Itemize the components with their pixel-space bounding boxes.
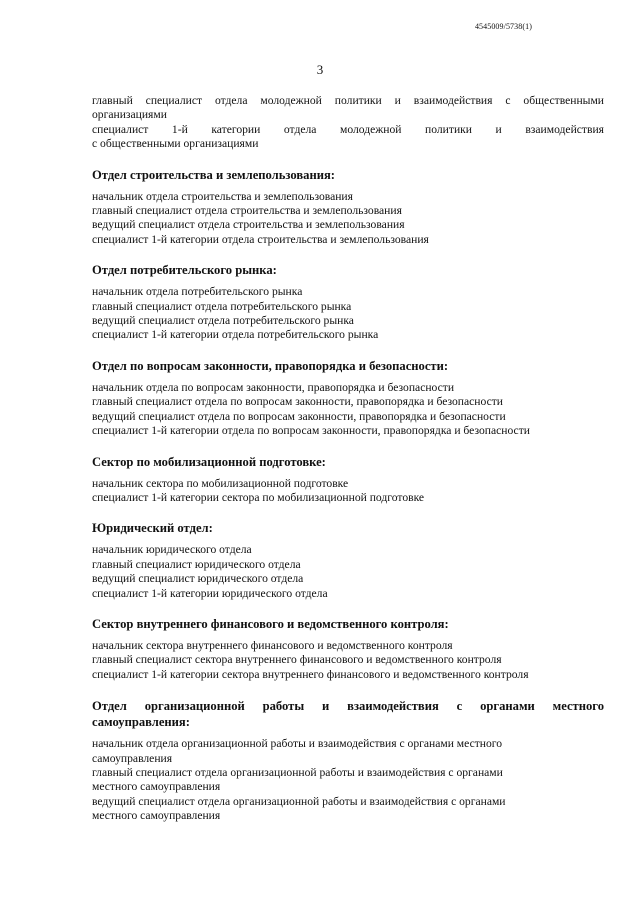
text-line: главный специалист отдела молодежной политики и взаимодействия с общественными bbox=[92, 94, 604, 107]
list-item: главный специалист отдела по вопросам законности, правопорядка и безопасности bbox=[92, 395, 503, 409]
section bbox=[92, 698, 604, 823]
section-heading: Юридический отдел: bbox=[92, 521, 213, 536]
list-item: ведущий специалист отдела организационной работы и взаимодействия с органами bbox=[92, 794, 506, 808]
section-heading: Отдел организационной работы и взаимодействия с органами местного самоуправления: bbox=[92, 699, 604, 730]
list-item: начальник сектора по мобилизационной подготовке bbox=[92, 476, 349, 490]
text-line: с общественными организациями bbox=[92, 137, 259, 151]
list-item: специалист 1-й категории сектора по мобилизационной подготовке bbox=[92, 490, 425, 504]
section bbox=[92, 263, 604, 343]
document-body bbox=[92, 94, 604, 824]
section bbox=[92, 168, 604, 248]
section-heading: Отдел по вопросам законности, правопорядка и безопасности: bbox=[92, 358, 449, 373]
list-item: ведущий специалист отдела потребительского рынка bbox=[92, 314, 354, 328]
list-item: специалист 1-й категории отдела потребительского рынка bbox=[92, 328, 379, 342]
list-item: начальник юридического отдела bbox=[92, 543, 252, 557]
list-item: главный специалист отдела строительства и землепользования bbox=[92, 204, 402, 218]
document-id: 4545009/5738(1) bbox=[474, 22, 532, 31]
text-line: организациями bbox=[92, 108, 167, 122]
list-item: начальник отдела по вопросам законности, правопорядка и безопасности bbox=[92, 380, 455, 394]
list-item: самоуправления bbox=[92, 751, 173, 765]
list-item: местного самоуправления bbox=[92, 780, 221, 794]
list-item: специалист 1-й категории отдела строительства и землепользования bbox=[92, 232, 429, 246]
section-heading: Сектор по мобилизационной подготовке: bbox=[92, 454, 326, 469]
list-item: специалист 1-й категории сектора внутреннего финансового и ведомственного контроля bbox=[92, 667, 529, 681]
list-item: начальник отдела строительства и землепользования bbox=[92, 189, 353, 203]
section bbox=[92, 521, 604, 601]
page-number: 3 bbox=[316, 62, 324, 77]
list-item: специалист 1-й категории отдела по вопросам законности, правопорядка и безопасности bbox=[92, 424, 530, 438]
section bbox=[92, 617, 604, 682]
list-item: начальник отдела потребительского рынка bbox=[92, 285, 303, 299]
list-item: местного самоуправления bbox=[92, 809, 221, 823]
list-item: начальник сектора внутреннего финансового и ведомственного контроля bbox=[92, 638, 453, 652]
text-line: специалист 1-й категории отдела молодежной политики и взаимодействия bbox=[92, 122, 604, 136]
list-item: ведущий специалист отдела строительства и землепользования bbox=[92, 218, 405, 232]
list-item: ведущий специалист юридического отдела bbox=[92, 572, 304, 586]
list-item: главный специалист отдела потребительского рынка bbox=[92, 299, 352, 313]
intro-block bbox=[92, 94, 604, 152]
list-item: специалист 1-й категории юридического отдела bbox=[92, 586, 328, 600]
list-item: главный специалист отдела организационной работы и взаимодействия с органами bbox=[92, 765, 503, 779]
list-item: начальник отдела организационной работы и взаимодействия с органами местного bbox=[92, 737, 503, 751]
section-heading: Сектор внутреннего финансового и ведомственного контроля: bbox=[92, 616, 449, 631]
section bbox=[92, 455, 604, 506]
section bbox=[92, 359, 604, 439]
section-heading: Отдел строительства и землепользования: bbox=[92, 167, 335, 182]
list-item: ведущий специалист отдела по вопросам законности, правопорядка и безопасности bbox=[92, 409, 506, 423]
section-heading: Отдел потребительского рынка: bbox=[92, 263, 277, 278]
list-item: главный специалист сектора внутреннего финансового и ведомственного контроля bbox=[92, 653, 502, 667]
list-item: главный специалист юридического отдела bbox=[92, 557, 301, 571]
